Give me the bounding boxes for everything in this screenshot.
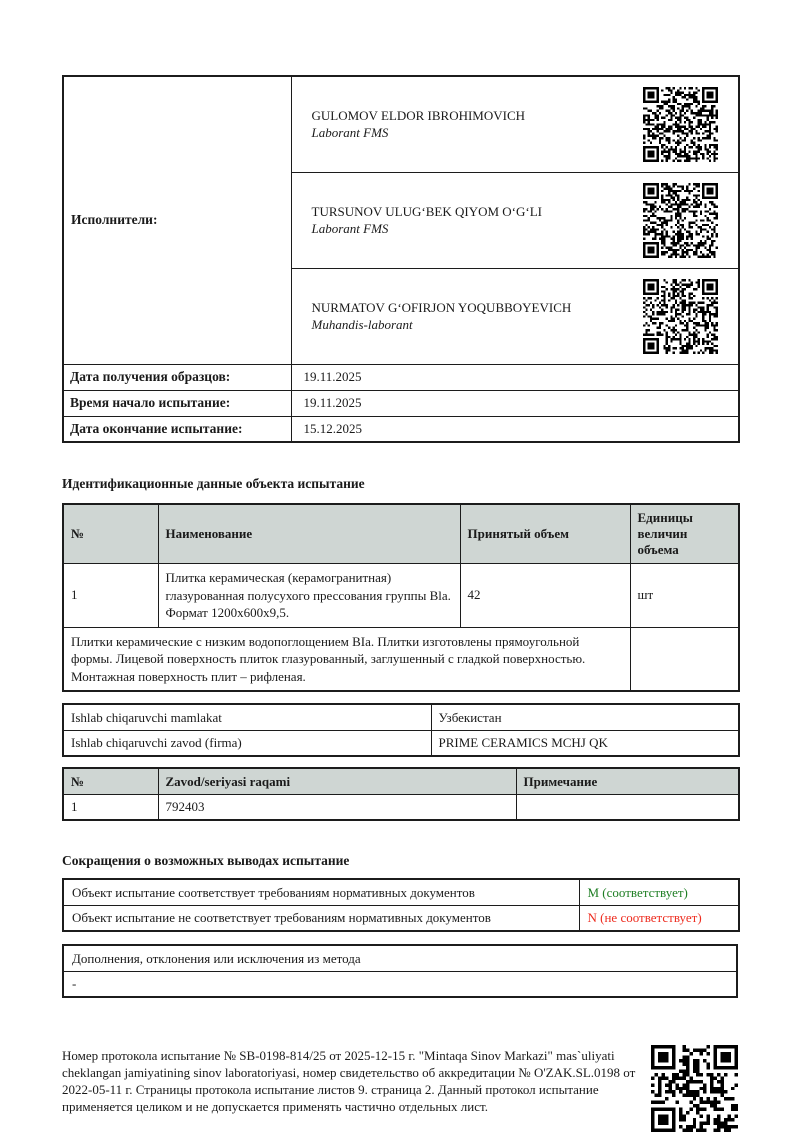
executor-row	[63, 76, 739, 172]
document-content	[62, 0, 738, 1132]
executor-qr-code	[643, 279, 718, 354]
date-value: 19.11.2025	[291, 390, 739, 416]
executor-qr-code	[643, 183, 718, 258]
date-label: Дата окончание испытание:	[63, 416, 291, 442]
verdict-fail: N (не соответствует)	[579, 905, 739, 931]
item-description: Плитки керамические с низким водопоглощением BIa. Плитки изготовлены прямоугольной формы. Лицевой поверхность плиток глазурованный, заглушенный с гладкой поверхностью. Монтажная поверхность плит – рифленая.	[63, 627, 630, 691]
date-label: Время начало испытание:	[63, 390, 291, 416]
col-header-volume: Принятый объем	[460, 504, 630, 564]
additions-value-row	[63, 971, 737, 997]
col-header-num: №	[63, 504, 158, 564]
executors-table	[62, 75, 740, 443]
conclusion-text: Объект испытание соответствует требованиям нормативных документов	[63, 879, 579, 905]
identification-description-row	[63, 627, 739, 691]
executors-label: Исполнители:	[63, 76, 291, 364]
additions-label: Дополнения, отклонения или исключения из метода	[63, 945, 737, 971]
additions-value: -	[63, 971, 737, 997]
serial-header-row	[63, 768, 739, 794]
empty-cell	[630, 627, 739, 691]
serial-table	[62, 767, 740, 821]
footer-paragraph: Номер протокола испытание № SB-0198-814/25 от 2025-12-15 г. "Mintaqa Sinov Markazi" mas`uliyati cheklangan jamiyatining sinov laboratoriyasi, номер свидетельство об аккредитации № O'ZAK.SL.0198 от 2022-05-11 г. Страницы протокола испытание листов 9. страница 2. Данный протокол испытание применяется целиком и не допускается применять частично отдельных лист.	[62, 1048, 636, 1114]
manufacturer-label: Ishlab chiqaruvchi zavod (firma)	[63, 730, 431, 756]
section-title-identification: Идентификационные данные объекта испытание	[62, 476, 365, 491]
manufacturer-label: Ishlab chiqaruvchi mamlakat	[63, 704, 431, 730]
serial-num: 1	[63, 794, 158, 820]
item-units: шт	[630, 564, 739, 628]
executor-name: GULOMOV ELDOR IBROHIMOVICH	[311, 108, 526, 124]
manufacturer-value: PRIME CERAMICS MCHJ QK	[431, 730, 739, 756]
manufacturer-value: Узбекистан	[431, 704, 739, 730]
serial-data-row	[63, 794, 739, 820]
executor-name: NURMATOV GʻOFIRJON YOQUBBOYEVICH	[311, 300, 572, 316]
conclusion-row	[63, 905, 739, 931]
conclusion-text: Объект испытание не соответствует требованиям нормативных документов	[63, 905, 579, 931]
manufacturer-row	[63, 704, 739, 730]
executor-role: Laborant FMS	[311, 220, 389, 236]
conclusion-row	[63, 879, 739, 905]
identification-table	[62, 503, 740, 692]
item-volume: 42	[460, 564, 630, 628]
identification-data-row	[63, 564, 739, 628]
section-title-conclusions: Сокращения о возможных выводах испытание	[62, 853, 350, 869]
col-header-num: №	[63, 768, 158, 794]
date-value: 19.11.2025	[291, 364, 739, 390]
executor-info	[312, 299, 572, 333]
additions-label-row	[63, 945, 737, 971]
footer-qr-code	[651, 1045, 738, 1132]
col-header-units: Единицы величин объема	[630, 504, 739, 564]
date-row	[63, 416, 739, 442]
date-label: Дата получения образцов:	[63, 364, 291, 390]
additions-table	[62, 944, 738, 998]
executor-role: Muhandis-laborant	[311, 316, 413, 332]
serial-number: 792403	[158, 794, 516, 820]
executor-info	[312, 107, 526, 141]
executor-name: TURSUNOV ULUGʻBEK QIYOM OʻGʻLI	[311, 204, 542, 220]
executor-role: Laborant FMS	[311, 125, 389, 141]
footer	[62, 1048, 738, 1132]
serial-note	[516, 794, 739, 820]
executor-info	[312, 203, 543, 237]
identification-header-row	[63, 504, 739, 564]
manufacturer-row	[63, 730, 739, 756]
col-header-note: Примечание	[516, 768, 739, 794]
verdict-pass: М (соответствует)	[579, 879, 739, 905]
date-row	[63, 364, 739, 390]
date-value: 15.12.2025	[291, 416, 739, 442]
executor-qr-code	[643, 87, 718, 162]
item-name: Плитка керамическая (керамогранитная) глазурованная полусухого прессования группы Bla. Формат 1200x600x9,5.	[158, 564, 460, 628]
date-row	[63, 390, 739, 416]
col-header-serial: Zavod/seriyasi raqami	[158, 768, 516, 794]
manufacturer-table	[62, 703, 740, 757]
conclusions-table	[62, 878, 740, 932]
col-header-name: Наименование	[158, 504, 460, 564]
item-num: 1	[63, 564, 158, 628]
